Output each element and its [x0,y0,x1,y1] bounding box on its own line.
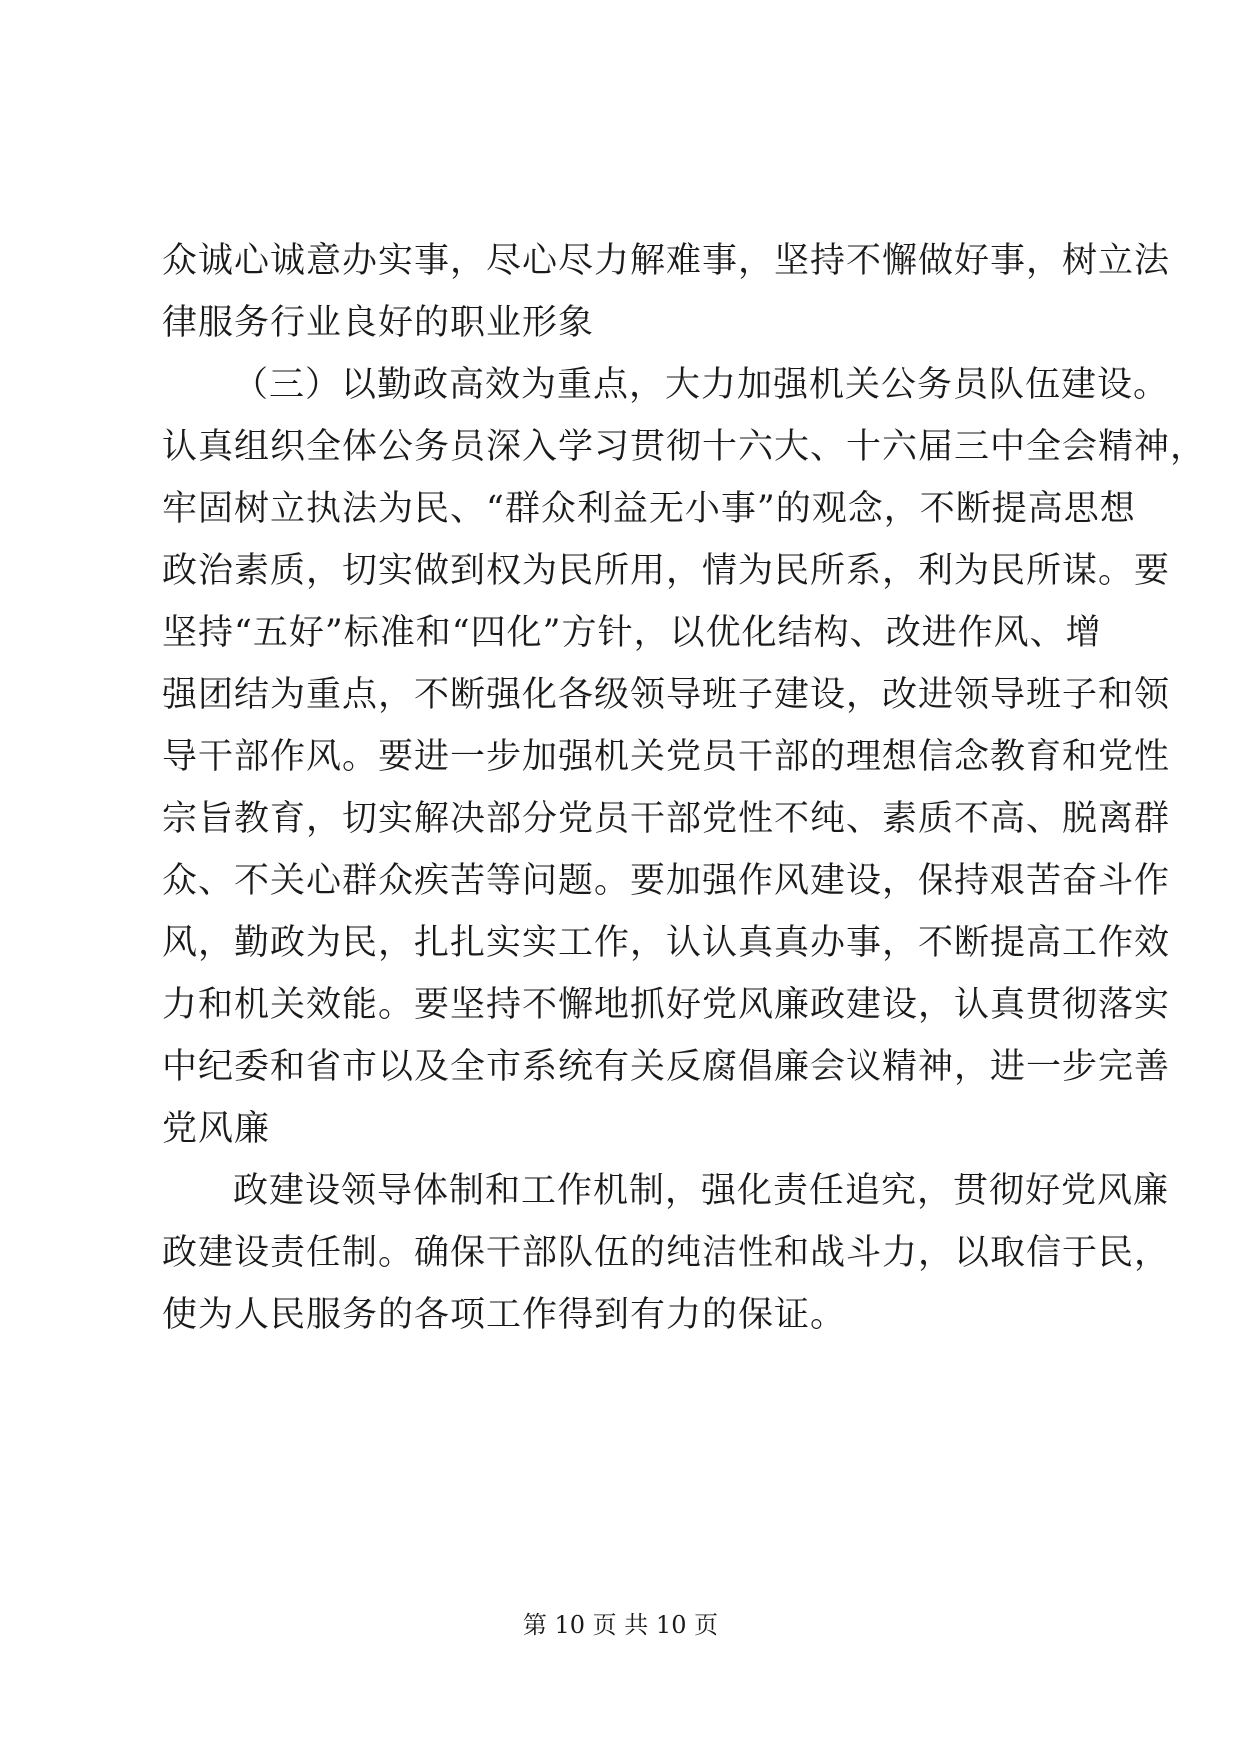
text-line: 牢固树立执法为民、“群众利益无小事”的观念，不断提高思想 [162,489,1136,529]
text-line: 党风廉 [162,1109,271,1149]
document-body [162,230,1207,1346]
text-line: 强团结为重点，不断强化各级领导班子建设，改进领导班子和领 [162,675,1171,715]
text-line: 政建设责任制。确保干部队伍的纯洁性和战斗力，以取信于民， [162,1233,1171,1273]
text-line: （三）以勤政高效为重点，大力加强机关公务员队伍建设。 [233,365,1170,405]
text-line: 认真组织全体公务员深入学习贯彻十六大、十六届三中全会精神， [162,427,1207,467]
text-line: 政治素质，切实做到权为民所用，情为民所系，利为民所谋。要 [162,551,1171,591]
text-line: 坚持“五好”标准和“四化”方针，以优化结构、改进作风、增 [162,613,1102,653]
text-line: 宗旨教育，切实解决部分党员干部党性不纯、素质不高、脱离群 [162,799,1171,839]
text-line: 众诚心诚意办实事，尽心尽力解难事，坚持不懈做好事，树立法 [162,241,1171,281]
text-line: 使为人民服务的各项工作得到有力的保证。 [162,1295,847,1335]
text-line: 导干部作风。要进一步加强机关党员干部的理想信念教育和党性 [162,737,1171,777]
text-line: 风，勤政为民，扎扎实实工作，认认真真办事，不断提高工作效 [162,923,1171,963]
text-line: 政建设领导体制和工作机制，强化责任追究，贯彻好党风廉 [233,1171,1170,1211]
text-line: 律服务行业良好的职业形象 [162,303,595,343]
text-line: 中纪委和省市以及全市系统有关反腐倡廉会议精神，进一步完善 [162,1047,1171,1087]
text-line: 众、不关心群众疾苦等问题。要加强作风建设，保持艰苦奋斗作 [162,861,1171,901]
text-line: 力和机关效能。要坚持不懈地抓好党风廉政建设，认真贯彻落实 [162,985,1171,1025]
page-number-footer: 第 10 页 共 10 页 [522,1611,719,1639]
